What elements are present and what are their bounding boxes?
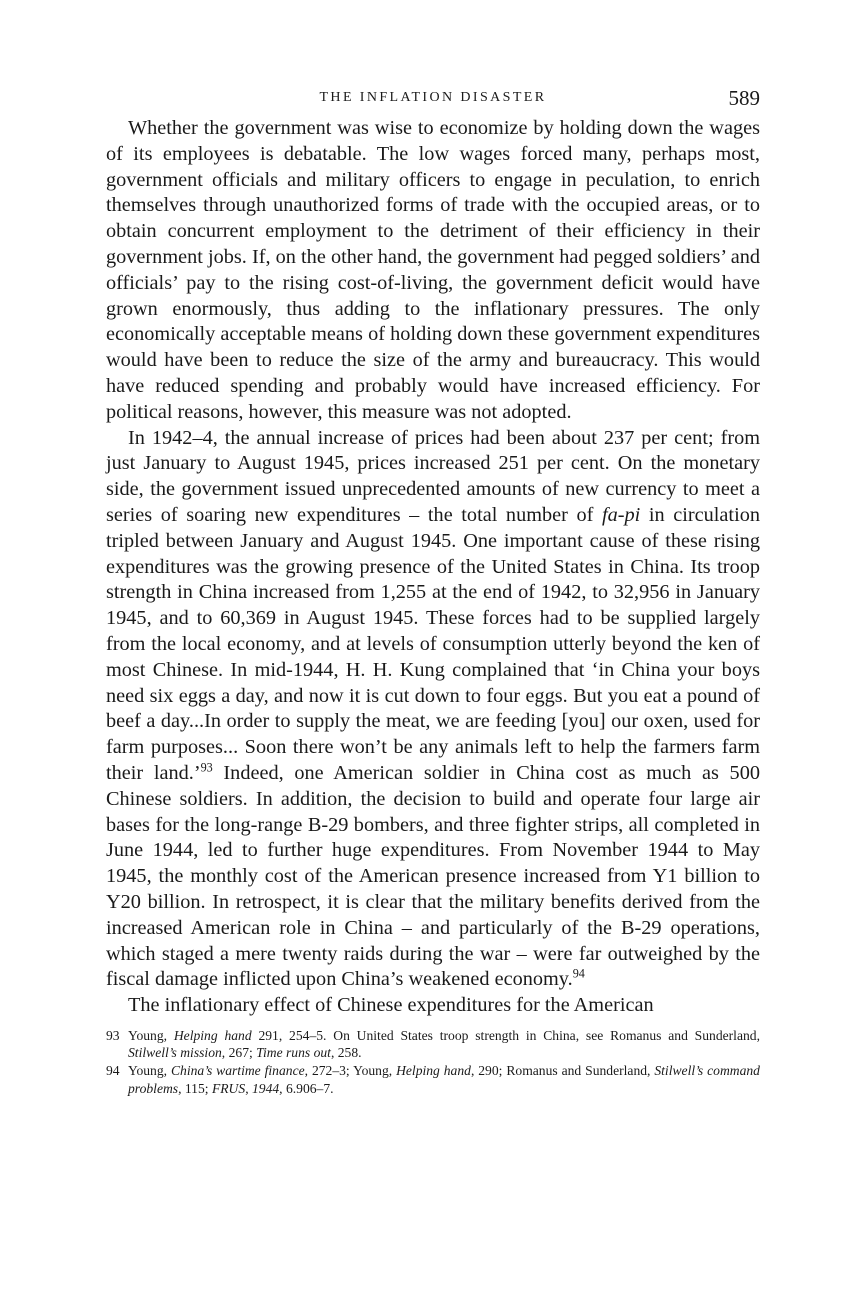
footnote-text: , 6.906–7.: [279, 1080, 334, 1096]
running-title: THE INFLATION DISASTER: [319, 90, 547, 105]
footnote-marker: 94: [106, 1063, 120, 1079]
paragraph: The inflationary effect of Chinese expenditures for the American: [128, 994, 654, 1017]
footnote-text: 291, 254–5. On United States troop strength in China, see Romanus and Sunderland,: [251, 1027, 760, 1043]
text-run: In 1942–4, the annual increase of prices had been about 237 per cent; from just January to August 1945, prices increased 251 per cent. On the monetary side, the government issued unprecedented amounts of new currency to meet a series of soaring new expenditures – the total number of: [106, 426, 760, 526]
footnote-text: , 290; Romanus and Sunderland,: [470, 1063, 655, 1079]
page-number: 589: [728, 86, 760, 110]
footnote-text: , 267;: [221, 1045, 257, 1061]
footnote-text: , 258.: [330, 1045, 362, 1061]
footnote-italic-title: Helping hand: [396, 1063, 471, 1079]
footnote-text: , 115;: [178, 1080, 212, 1096]
footnote: [106, 1062, 760, 1097]
footnotes: [106, 1027, 760, 1097]
footnote-reference: 93: [200, 760, 213, 775]
footnote-text: Young,: [128, 1027, 174, 1043]
footnote-italic-title: Stilwell’s command problems: [128, 1063, 760, 1096]
footnote-italic-title: China’s wartime finance: [170, 1063, 305, 1079]
footnote-text: ,: [245, 1080, 252, 1096]
italic-term: fa-pi: [601, 503, 641, 526]
footnote-reference: 94: [572, 967, 585, 981]
footnote-marker: 93: [106, 1027, 120, 1043]
paragraph: Whether the government was wise to economize by holding down the wages of its employees is debatable. The low wages forced many, perhaps most, government officials and military officers to engage in peculation, to enrich themselves through unauthorized forms of trade with the occupied areas, or to obtain concurrent employment to the detriment of their efficiency in their government jobs. If, on the other hand, the government had pegged soldiers’ and officials’ pay to the rising cost-of-living, the government deficit would have grown enormously, thus adding to the inflationary pressures. The only economically acceptable means of holding down these government expenditures would have been to reduce the size of the army and bureaucracy. This would have reduced spending and probably would have increased efficiency. For political reasons, however, this measure was not adopted.: [106, 117, 760, 423]
running-head: [106, 86, 760, 116]
footnote-italic-title: Stilwell’s mission: [128, 1045, 222, 1061]
footnote-italic-title: FRUS: [211, 1080, 246, 1096]
text-run: Indeed, one American soldier in China cost as much as 500 Chinese soldiers. In addition, the decision to build and operate four large air bases for the long-range B-29 bombers, and three fighter strips, all completed in June 1944, led to further huge expenditures. From November 1944 to May 1945, the monthly cost of the American presence increased from Y1 billion to Y20 billion. In retrospect, it is clear that the military benefits derived from the increased American role in China – and particularly of the B-29 operations, which staged a mere twenty raids during the war – were far outweighed by the fiscal damage inflicted upon China’s weakened economy.: [106, 761, 760, 991]
footnote: [106, 1027, 760, 1062]
text-run: in circulation tripled between January and August 1945. One important cause of these rising expenditures was the growing presence of the United States in China. Its troop strength in China increased from 1,255 at the end of 1942, to 32,956 in January 1945, and to 60,369 in August 1945. These forces had to be supplied largely from the local economy, and at levels of consumption utterly beyond the ken of most Chinese. In mid-1944, H. H. Kung complained that ‘in China your boys need six eggs a day, and now it is cut down to four eggs. But you eat a pound of beef a day...In order to supply the meat, we are feeding [you] our oxen, used for farm purposes... Soon there won’t be any animals left to help the farmers farm their land.’: [106, 503, 760, 784]
footnote-text: Young,: [128, 1063, 171, 1079]
body-text: [106, 116, 760, 1019]
footnote-italic-title: Time runs out: [256, 1045, 331, 1061]
paragraph: [106, 426, 760, 994]
footnote-italic-title: Helping hand: [173, 1027, 252, 1043]
footnote-text: , 272–3; Young,: [304, 1063, 397, 1079]
footnote-italic-title: 1944: [251, 1080, 280, 1096]
book-page: [106, 86, 760, 1097]
